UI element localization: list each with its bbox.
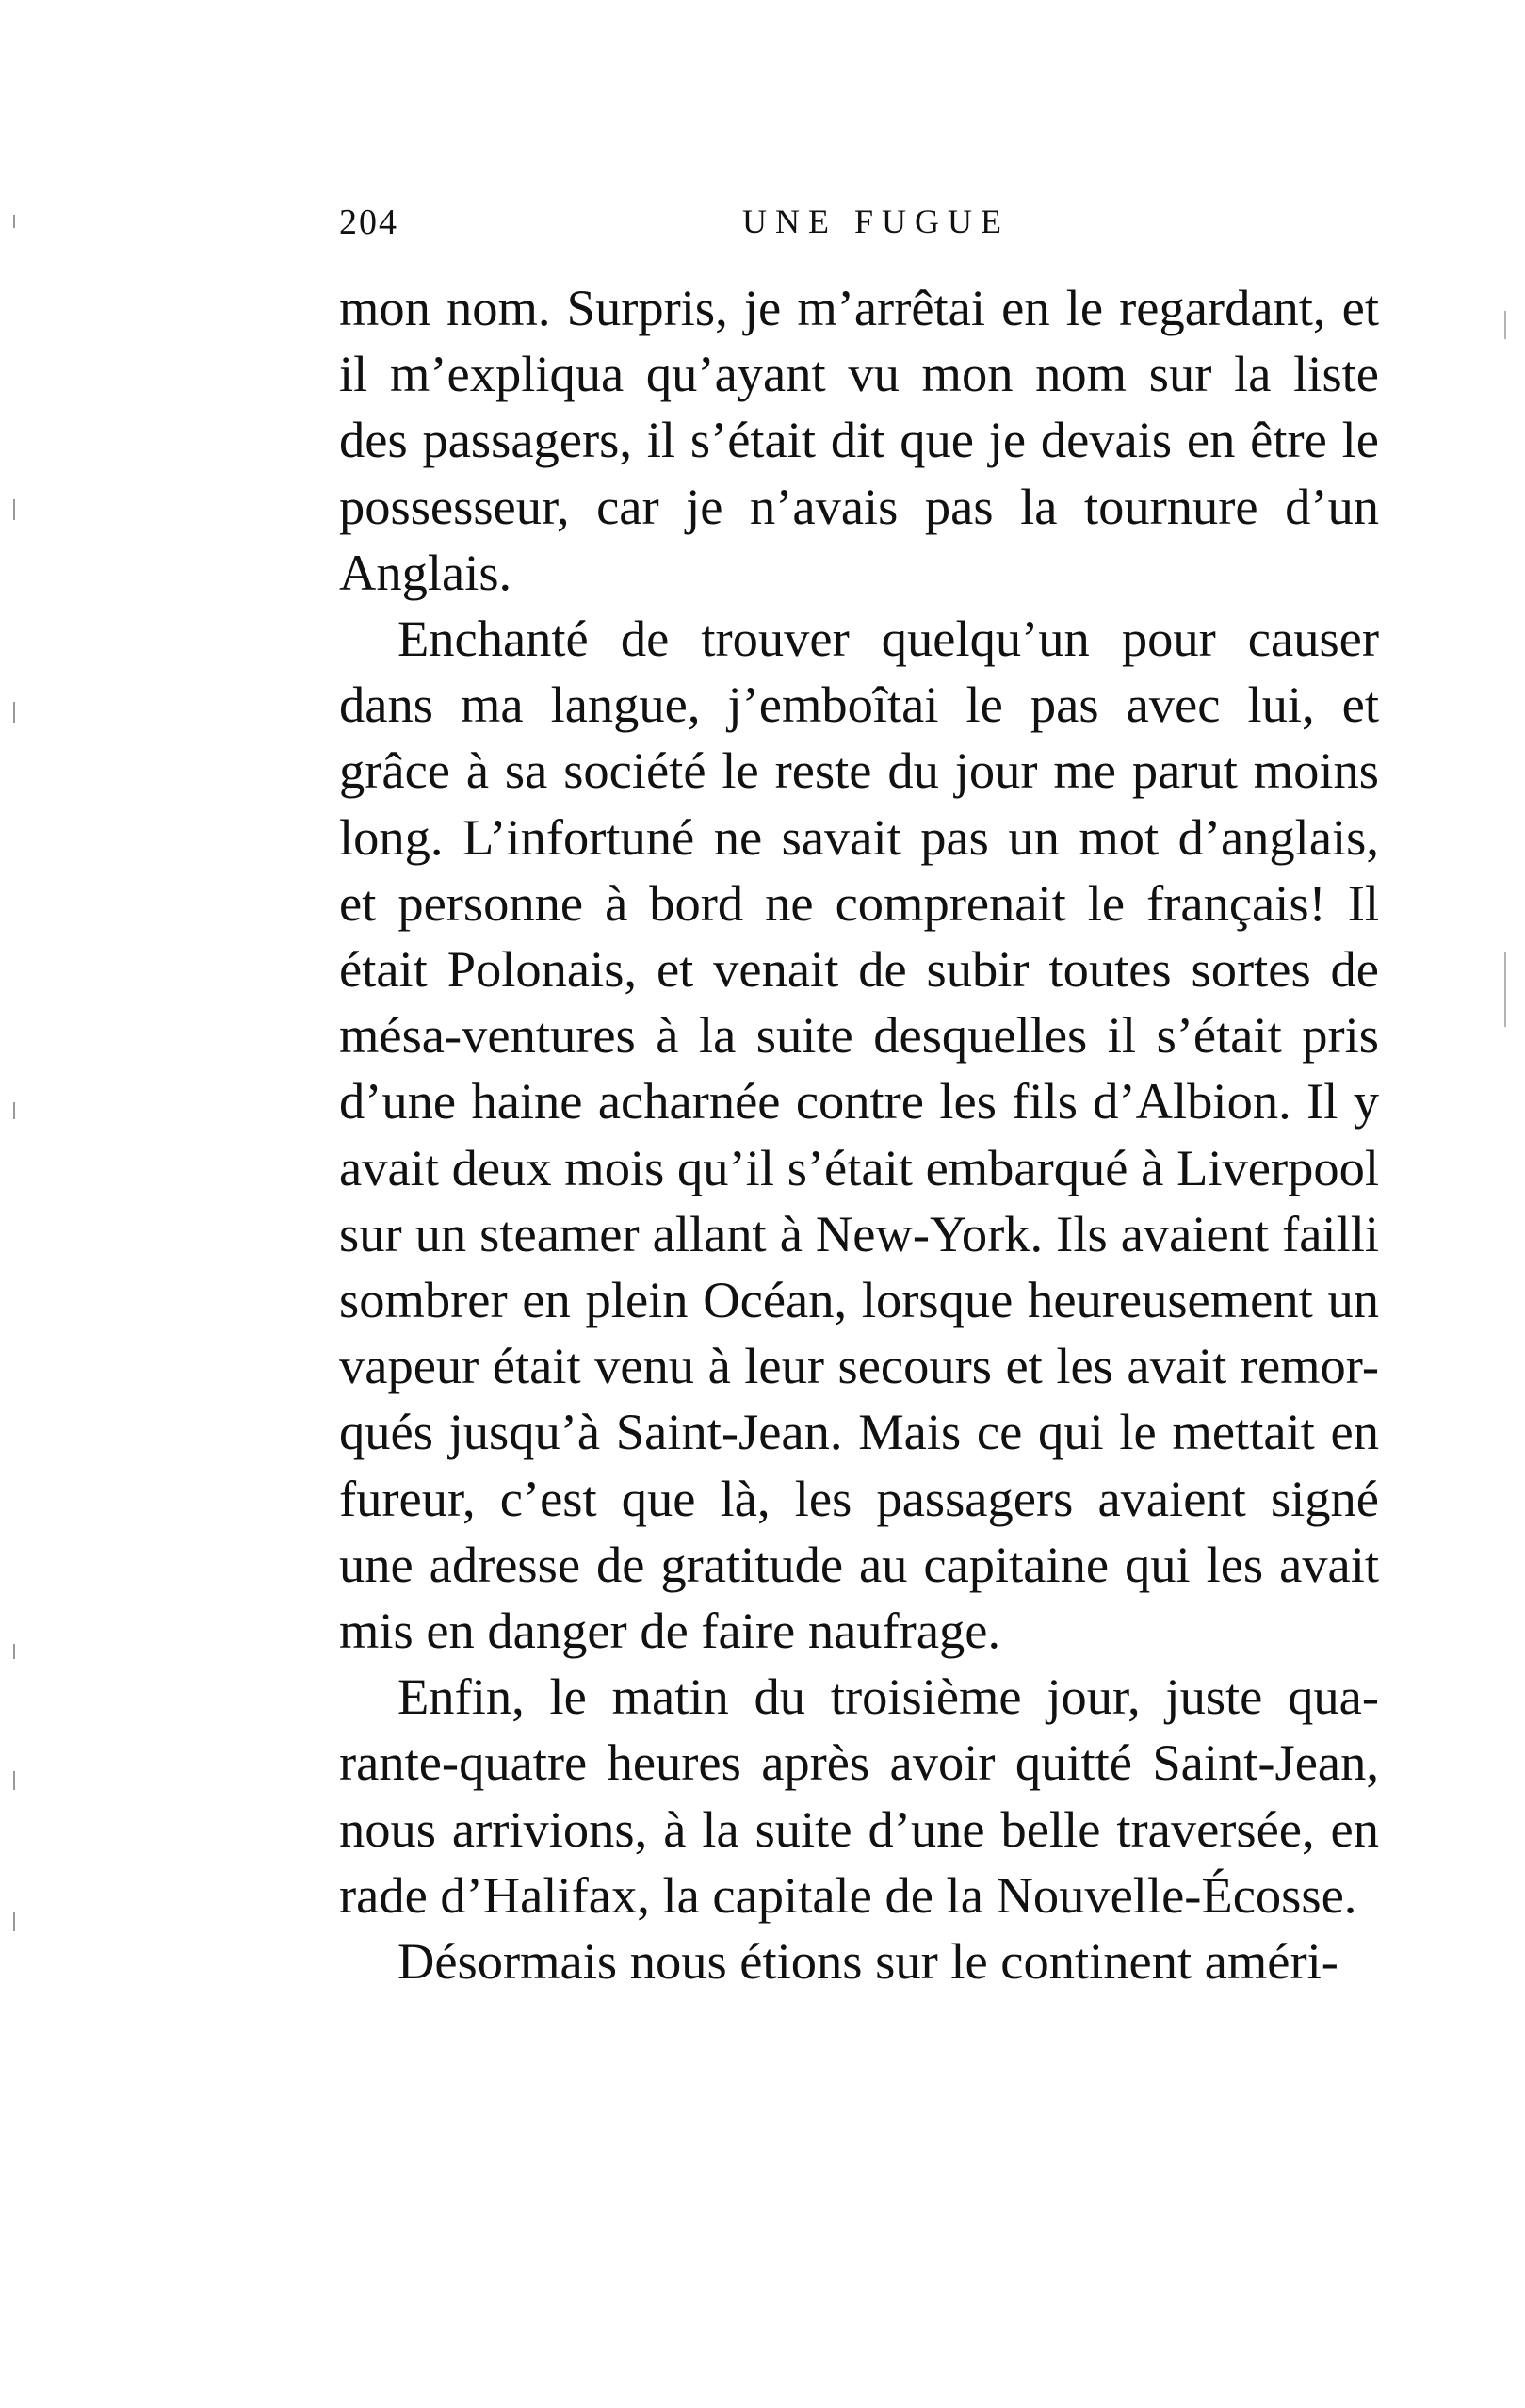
scan-margin-mark [13, 499, 15, 520]
scan-margin-mark [1504, 311, 1506, 339]
scan-margin-mark [13, 1102, 15, 1119]
paragraph: mon nom. Surpris, je m’arrêtai en le regardant, et il m’expliqua qu’ayant vu mon nom sur la liste des passagers, il s’était dit que je devais en être le possesseur, car je n’avais pas la tournure d’un Anglais. [339, 279, 1379, 601]
scan-margin-mark [13, 1912, 15, 1931]
scan-margin-mark [1504, 952, 1506, 1027]
paragraph: Enchanté de trouver quelqu’un pour causer dans ma langue, j’emboîtai le pas avec lui, et grâce à sa société le reste du jour me parut moins long. L’infortuné ne savait pas un mot d’anglais, et personne à bord ne comprenait le français! Il était Polonais, et venait de subir toutes sortes de mésa-ventures à la suite desquelles il s’était pris d’une haine acharnée contre les fils d’Albion. Il y avait deux mois qu’il s’était embarqué à Liverpool sur un steamer allant à New-York. Ils avaient failli sombrer en plein Océan, lorsque heureusement un vapeur était venu à leur secours et les avait remor-qués jusqu’à Saint-Jean. Mais ce qui le mettait en fureur, c’est que là, les passagers avaient signé une adresse de gratitude au capitaine qui les avait mis en danger de faire naufrage. [339, 610, 1379, 1660]
page-number: 204 [339, 203, 398, 242]
scan-margin-mark [13, 702, 15, 723]
body-text [339, 275, 1379, 1994]
scan-margin-mark [13, 215, 15, 228]
running-header [339, 202, 1375, 258]
paragraph: Enfin, le matin du troisième jour, juste qua-rante-quatre heures après avoir quitté Saint-Jean, nous arrivions, à la suite d’une belle traversée, en rade d’Halifax, la capitale de la Nouvelle-Écosse. [339, 1668, 1379, 1924]
scan-margin-mark [13, 1771, 15, 1790]
paragraph: Désormais nous étions sur le continent améri- [397, 1932, 1338, 1991]
scan-margin-mark [13, 1644, 15, 1659]
running-title: UNE FUGUE [742, 203, 1010, 240]
